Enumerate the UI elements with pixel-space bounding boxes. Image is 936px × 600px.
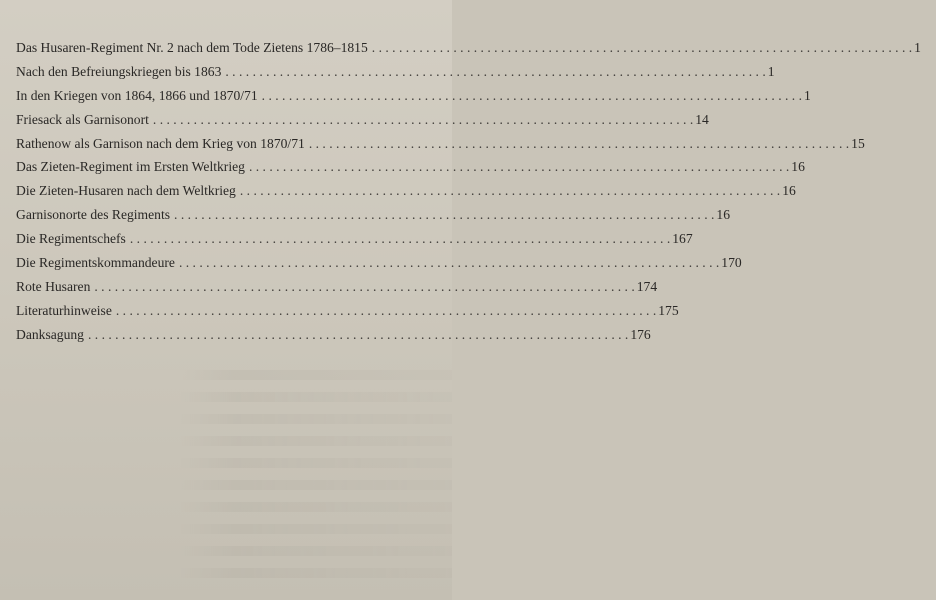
toc-entry (16, 40, 921, 64)
toc-entry (16, 183, 796, 207)
toc-entry-page: 1 (767, 63, 775, 79)
toc-entry (16, 111, 709, 136)
toc-entry (16, 207, 730, 231)
toc-entry-page: 170 (721, 255, 742, 271)
toc-entry (16, 278, 658, 303)
toc-entry-title: Literaturhinweise (16, 302, 112, 318)
toc-entry-page: 174 (636, 278, 658, 294)
dot-leader (240, 183, 780, 199)
toc-entry-page: 15 (851, 135, 865, 151)
bleed-through-text (180, 370, 452, 600)
dot-leader (179, 255, 719, 271)
dot-leader (88, 327, 628, 343)
toc-entry-title: In den Kriegen von 1864, 1866 und 1870/71 (16, 87, 258, 103)
toc-entry-title: Die Zieten-Husaren nach dem Weltkrieg (16, 183, 236, 199)
toc-entry-page: 1 (914, 40, 921, 55)
dot-leader (174, 207, 714, 223)
dot-leader (116, 303, 656, 319)
toc-entry-title: Danksagung (16, 326, 84, 342)
toc-entry-page: 167 (672, 231, 693, 247)
dot-leader (130, 231, 670, 247)
toc-entry-page: 16 (782, 183, 796, 199)
dot-leader (262, 88, 802, 104)
toc-entry (16, 255, 742, 279)
toc-entry (16, 231, 693, 255)
toc-entry-page: 175 (658, 302, 679, 318)
toc-entry-title: Rathenow als Garnison nach dem Krieg von 1870/71 (16, 135, 305, 151)
toc-entry (16, 302, 679, 327)
toc-entry-title: Friesack als Garnisonort (16, 111, 149, 127)
toc-entry-page: 16 (716, 207, 730, 223)
toc-entry (16, 87, 811, 112)
toc-entry-title: Die Regimentschefs (16, 231, 126, 247)
toc-entry-title: Garnisonorte des Regiments (16, 207, 171, 223)
toc-entry-title: Nach den Befreiungskriegen bis 1863 (16, 63, 222, 79)
dot-leader (94, 279, 634, 295)
toc-entry-page: 16 (791, 159, 805, 175)
dot-leader (249, 159, 789, 175)
toc-entry-title: Die Regimentskommandeure (16, 255, 175, 271)
toc-entry-title: Das Husaren-Regiment Nr. 2 nach dem Tode Zietens 1786–1815 (16, 40, 368, 55)
toc-entry-title: Rote Husaren (16, 278, 91, 294)
toc-entry (16, 63, 775, 88)
toc-entry-page: 176 (630, 326, 651, 342)
toc-entry-title: Das Zieten-Regiment im Ersten Weltkrieg (16, 159, 245, 175)
toc-entry-page: 1 (804, 87, 811, 103)
toc-entry (16, 135, 865, 160)
toc-entry (16, 159, 805, 183)
dot-leader (225, 64, 765, 80)
toc-entry-page: 14 (695, 111, 709, 127)
dot-leader (309, 136, 849, 152)
dot-leader (372, 40, 912, 56)
table-of-contents (16, 40, 921, 351)
dot-leader (153, 112, 693, 128)
toc-entry (16, 326, 651, 351)
